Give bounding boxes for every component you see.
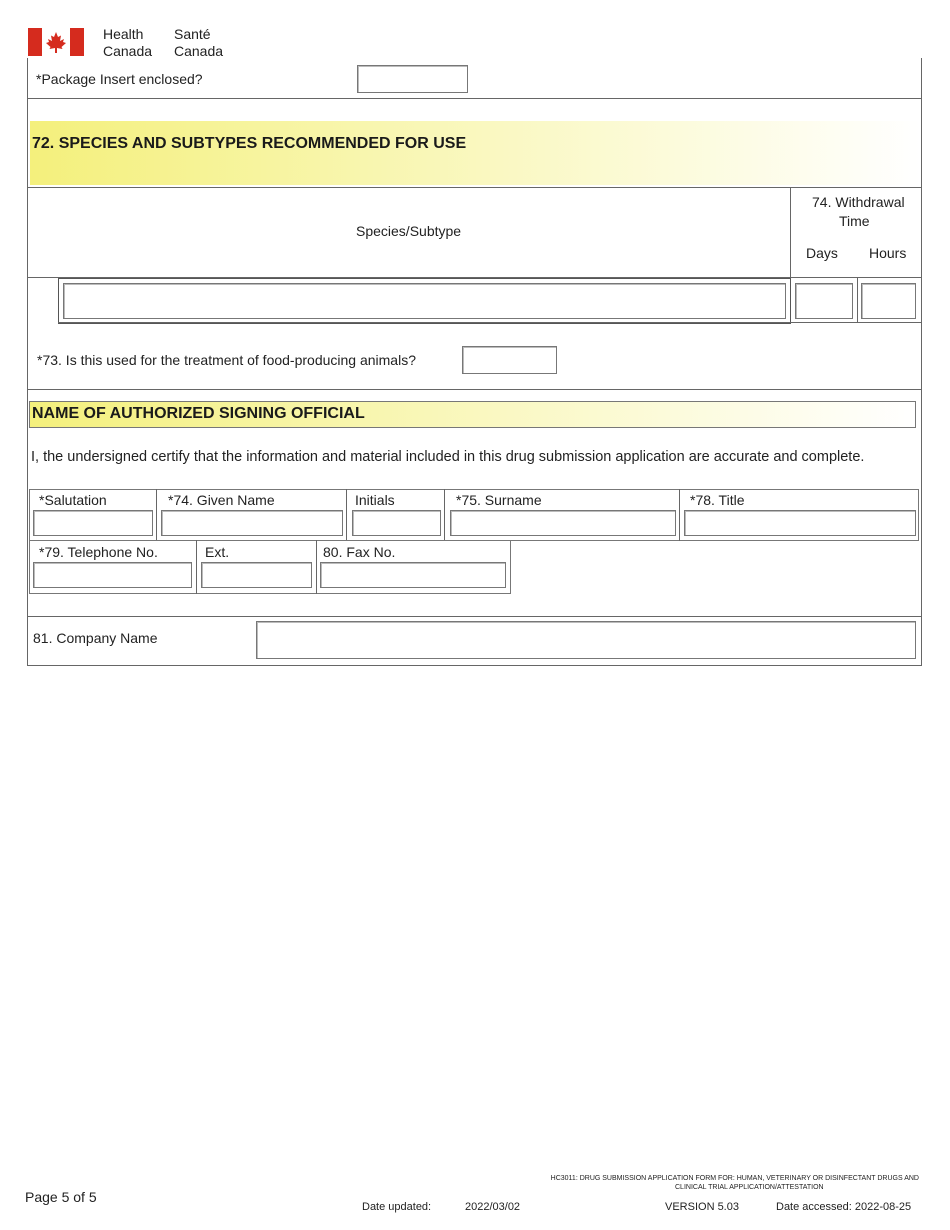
column-divider: [346, 489, 347, 541]
package-insert-field[interactable]: [357, 65, 468, 93]
section-72-title: 72. SPECIES AND SUBTYPES RECOMMENDED FOR USE: [30, 121, 920, 185]
given-name-input[interactable]: [161, 510, 343, 536]
fax-label: 80. Fax No.: [323, 544, 396, 560]
column-divider: [444, 489, 445, 541]
logo-text-canada: Canada: [103, 43, 153, 59]
withdrawal-header-line2: Time: [839, 213, 870, 229]
initials-label: Initials: [355, 492, 395, 508]
form-title-line1: HC3011: DRUG SUBMISSION APPLICATION FORM FOR: HUMAN, VETERINARY OR DISINFECTANT DRUGS AND: [550, 1175, 919, 1182]
hours-input[interactable]: [861, 283, 916, 319]
page-number: Page 5 of 5: [25, 1189, 97, 1205]
date-accessed: Date accessed: 2022-08-25: [776, 1201, 912, 1213]
title-input[interactable]: [684, 510, 916, 536]
q73-field[interactable]: [462, 346, 557, 374]
package-insert-label: *Package Insert enclosed?: [36, 71, 203, 87]
divider: [27, 187, 922, 188]
logo-text-health: Health: [103, 26, 144, 42]
company-name-input[interactable]: [256, 621, 916, 659]
hours-column-header: Hours: [869, 245, 907, 261]
column-divider: [156, 489, 157, 541]
column-divider: [196, 540, 197, 594]
fax-input[interactable]: [320, 562, 506, 588]
salutation-input[interactable]: [33, 510, 153, 536]
logo-text-canada-fr: Canada: [174, 43, 224, 59]
column-divider: [316, 540, 317, 594]
certification-text: I, the undersigned certify that the information and material included in this drug submission application are accurate and complete.: [31, 449, 865, 465]
initials-input[interactable]: [352, 510, 441, 536]
company-name-label: 81. Company Name: [33, 630, 158, 646]
official-section-title: NAME OF AUTHORIZED SIGNING OFFICIAL: [29, 401, 916, 428]
frame-right: [921, 58, 922, 666]
surname-label: *75. Surname: [456, 492, 542, 508]
column-divider: [857, 278, 858, 322]
date-updated-value: 2022/03/02: [465, 1201, 521, 1213]
telephone-label: *79. Telephone No.: [39, 544, 158, 560]
days-input[interactable]: [795, 283, 853, 319]
given-name-label: *74. Given Name: [168, 492, 275, 508]
form-title-line2: CLINICAL TRIAL APPLICATION/ATTESTATION: [675, 1184, 824, 1191]
logo-text-sante: Santé: [174, 26, 211, 42]
divider: [27, 98, 922, 99]
date-updated-label: Date updated:: [362, 1201, 432, 1213]
divider: [27, 389, 922, 390]
days-column-header: Days: [806, 245, 838, 261]
ext-input[interactable]: [201, 562, 312, 588]
frame-left: [27, 58, 28, 666]
title-label: *78. Title: [690, 492, 745, 508]
species-column-header: Species/Subtype: [356, 223, 462, 239]
withdrawal-header-line1: 74. Withdrawal: [812, 194, 905, 210]
species-input[interactable]: [63, 283, 786, 319]
salutation-label: *Salutation: [39, 492, 107, 508]
telephone-input[interactable]: [33, 562, 192, 588]
divider: [58, 322, 922, 323]
ext-label: Ext.: [205, 544, 230, 560]
divider: [27, 616, 922, 617]
surname-input[interactable]: [450, 510, 676, 536]
frame-bottom: [27, 665, 922, 666]
canada-flag-icon: [28, 28, 84, 56]
q73-label: *73. Is this used for the treatment of food-producing animals?: [37, 352, 416, 368]
column-divider: [679, 489, 680, 541]
version-label: VERSION 5.03: [665, 1201, 739, 1213]
